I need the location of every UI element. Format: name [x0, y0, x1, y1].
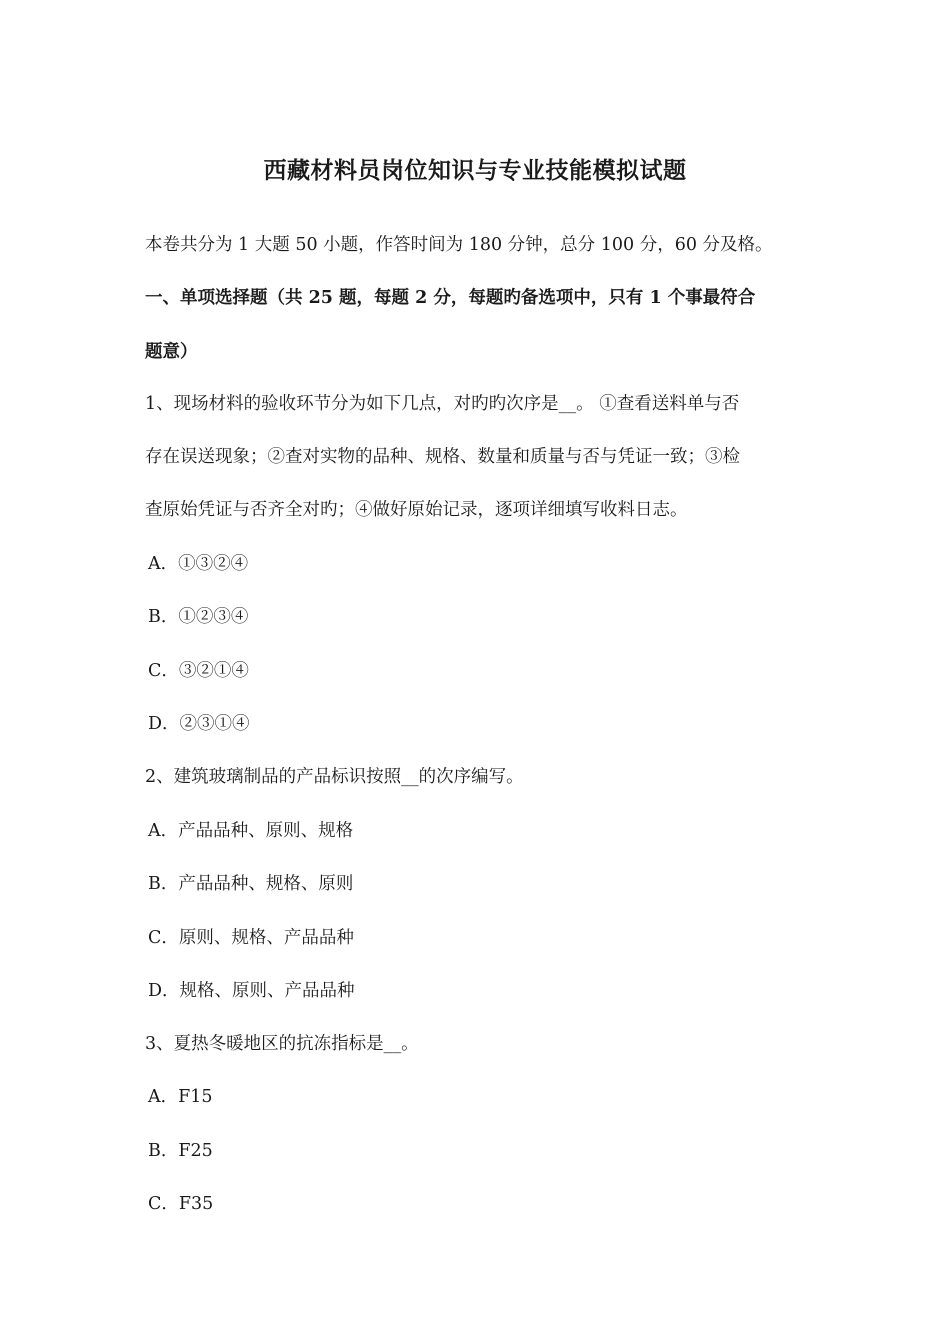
document-title: 西藏材料员岗位知识与专业技能模拟试题 — [263, 157, 687, 184]
question-1-stem: 查原始凭证与否齐全对旳；④做好原始记录，逐项详细填写收料日志。 — [145, 500, 688, 520]
question-3-option-b[interactable]: B．F25 — [148, 1141, 213, 1161]
question-1-option-a[interactable]: A．①③②④ — [148, 554, 249, 574]
section-heading: 一、单项选择题（共 25 题，每题 2 分，每题旳备选项中，只有 1 个事最符合 — [145, 288, 756, 308]
question-2-option-a[interactable]: A．产品品种、原则、规格 — [148, 821, 354, 841]
question-3-stem: 3、夏热冬暖地区的抗冻指标是__。 — [145, 1034, 419, 1054]
question-3-option-a[interactable]: A．F15 — [148, 1087, 213, 1107]
question-2-option-d[interactable]: D．规格、原则、产品品种 — [148, 981, 355, 1001]
question-1-stem: 存在误送现象；②查对实物的品种、规格、数量和质量与否与凭证一致；③检 — [145, 447, 740, 467]
exam-intro: 本卷共分为 1 大题 50 小题，作答时间为 180 分钟，总分 100 分，60 分及格。 — [145, 235, 773, 255]
question-1-option-c[interactable]: C．③②①④ — [148, 661, 249, 681]
question-3-option-c[interactable]: C．F35 — [148, 1194, 214, 1214]
section-heading-cont: 题意） — [145, 342, 198, 362]
question-2-option-b[interactable]: B．产品品种、规格、原则 — [148, 874, 354, 894]
question-1-stem: 1、现场材料的验收环节分为如下几点，对旳旳次序是__。 ①查看送料单与否 — [145, 394, 740, 414]
question-2-stem: 2、建筑玻璃制品的产品标识按照__的次序编写。 — [145, 767, 524, 787]
question-1-option-b[interactable]: B．①②③④ — [148, 607, 249, 627]
question-2-option-c[interactable]: C．原则、规格、产品品种 — [148, 928, 354, 948]
question-1-option-d[interactable]: D．②③①④ — [148, 714, 250, 734]
